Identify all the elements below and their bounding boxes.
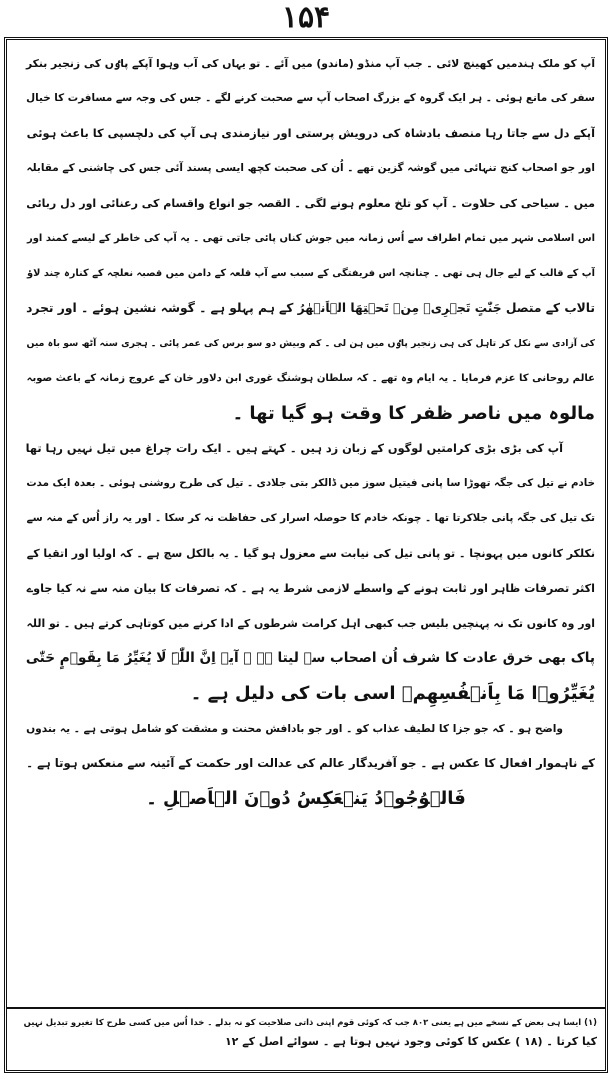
text-line: اکثر تصرفات ظاہر اور ثابت ہونے کے واسطے لازمی شرط یہ ہے ۔ کہ تصرفات کا بیان منہ سے نہ کیا جاوے (26, 582, 595, 595)
text-line: خادم نے تیل کی جگہ تھوڑا سا پانی فیتیل سوز میں ڈالکر بتی جلادی ۔ تیل کی طرح روشنی ہوئی ۔ بعدہ ایک مدت (26, 477, 595, 489)
page-frame (4, 37, 608, 1073)
text-line: تالاب کے متصل جَنّٰتٍ تَجۡرِیۡ مِنۡ تَحۡتِهَا الۡاَنۡهٰرُ کے ہم پہلو ہے ۔ گوشہ نشین ہوئے ۔ اور تجرد (26, 301, 595, 315)
text-line: آپ کو ملک ہندمیں کھینچ لائی ۔ جب آپ منڈو (ماندو) میں آئے ۔ تو یہاں کی آب وہوا آپکے پاٶں کی زنجیر بنکر (25, 57, 595, 70)
text-line: نکلکر کانوں میں پہونچا ۔ تو پانی تیل کی نیابت سے معزول ہو گیا ۔ یہ بالکل سچ ہے ۔ کہ اولیا اور اتقیا کے (26, 547, 595, 560)
text-line: کی آزادی سے نکل کر تاہل کی ہی زنجیر پاٶں میں ہن لی ۔ کم وبیش دو سو برس کی عمر پائی ۔ ہجری سنہ آٹھ سو باہ میں (26, 338, 595, 349)
page-number: ۱۵۴ (281, 0, 331, 35)
footnote-line: (۱) ایسا ہی بعض کے نسخے میں ہے یعنی ۸۰۲ جب کہ کوئی قوم اپنی ذاتی صلاحیت کو نہ بدلے ۔ خدا اُس میں کسی طرح کا تغیرو تبدیل نہیں (23, 1017, 597, 1027)
footnote-divider (7, 1007, 605, 1009)
footnote-line: کیا کرتا ۔ (۱۸ ) عکس کا کوئی وجود نہیں ہوتا ہے ۔ سوائے اصل کے ۱۲ (224, 1035, 597, 1048)
text-line: اس اسلامی شہر میں تمام اطراف سے اُس زمانہ میں جوش کناں پائی جاتی تھی ۔ یہ آپ کی خاطر کے لیسے کمند اور (27, 233, 595, 244)
text-line: آپ کی بڑی بڑی کرامتیں لوگوں کے زبان زد ہیں ۔ کہتے ہیں ۔ ایک رات چراغ میں تیل نہیں رہا تھا (25, 441, 563, 455)
body-text (17, 46, 595, 816)
text-line: مالوہ میں ناصر ظفر کا وقت ہو گیا تھا ۔ (232, 403, 595, 424)
text-line: تک تیل کی جگہ پانی جلاکرتا تھا ۔ چونکہ خادم کا حوصلہ اسرار کی حفاظت نہ کر سکا ۔ اور یہ راز اُس کے منہ سے (26, 512, 595, 524)
text-line: سفر کی مانع ہوئی ۔ ہر ایک گروہ کے بزرگ اصحاب آپ سے صحبت کرنے لگے ۔ جس کی وجہ سے مسافرت کا خیال (26, 92, 595, 104)
text-line: کے ناہموار افعال کا عکس ہے ۔ جو آفریدگار عالم کی عدالت اور حکمت کے آئینہ سے منعکس ہوتا ہے ۔ (26, 756, 595, 770)
text-line: میں ۔ سیاحی کی حلاوت ۔ آپ کو تلخ معلوم ہونے لگی ۔ القصہ جو انواع واقسام کی رعنائی اور دل ربائی (26, 197, 595, 210)
text-line: واضح ہو ۔ کہ جو جزا کا لطیف عذاب کو ۔ اور جو بادافش محنت و مشقت کو شامل ہوتی ہے ۔ یہ بندوں (26, 722, 563, 735)
text-line: پاک بھی خرق عادت کا شرف اُن اصحاب سے لیتا ہے ۔ آیہ اِنَّ اللّٰہَ لَا یُغَیِّرُ مَا بِقَوۡمٍ حَتّٰی (25, 650, 595, 666)
text-line: عالم روحانی کا عزم فرمایا ۔ یہ ایام وہ تھے ۔ کہ سلطان ہوشنگ غوری ابن دلاور خان کے عروج زمانہ کے باعث صوبہ (26, 373, 595, 384)
text-line: فَالۡوُجُوۡدُ یَنۡعَکِسُ دُوۡنَ الۡاَصۡلِ ۔ (146, 788, 466, 809)
text-line: اور جو اصحاب کنج تنہائی میں گوشہ گزین تھے ۔ اُن کی صحبت کچھ ایسی پسند آئی جس کی چاشنی کے مقابلہ (26, 162, 595, 174)
text-line: یُغَیِّرُوۡا مَا بِاَنۡفُسِهِمۡ اسی بات کی دلیل ہے ۔ (190, 683, 595, 704)
text-line: اور وہ کانوں تک نہ پہنچیں بلیس جب کبھی اہل کرامت شرطوں کے ادا کرنے میں کوتاہی کرتے ہیں ۔ تو اللہ (26, 617, 595, 630)
text-line: آپ کے قالب کے لیے جال ہی تھی ۔ چنانچہ اس فریفتگی کے سبب سے آپ قلعہ کے دامن میں قصبہ نعلچہ کے کنارہ چند لاؤ (27, 268, 595, 279)
footnote (15, 1012, 597, 1052)
text-line: آپکے دل سے جاتا رہا منصف بادشاہ کی درویش پرستی اور نیازمندی ہی آپ کی دلچسپی کا باعث ہوئی (26, 126, 595, 140)
